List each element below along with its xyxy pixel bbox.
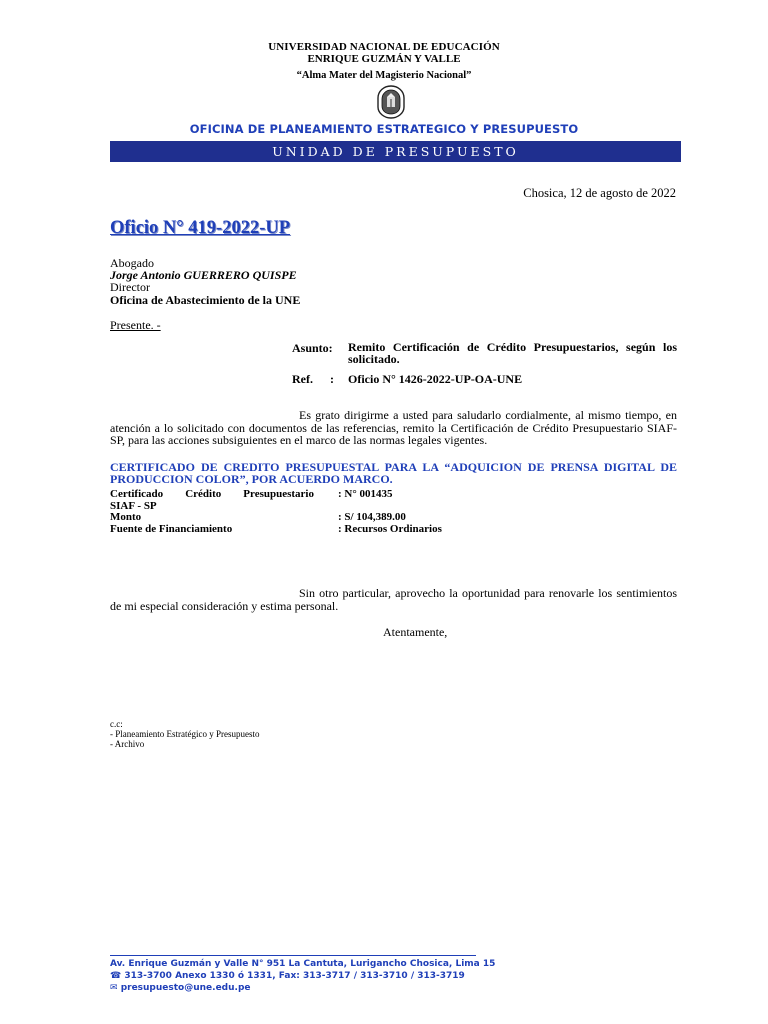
certificate-value: : N° 001435 bbox=[338, 488, 393, 500]
footer-email[interactable] bbox=[110, 983, 251, 993]
unit-banner: UNIDAD DE PRESUPUESTO bbox=[110, 141, 681, 162]
oficio-number: Oficio N° 419-2022-UP bbox=[110, 218, 291, 238]
monto-label: Monto bbox=[110, 511, 142, 523]
university-seal-icon bbox=[376, 85, 406, 119]
ref-text: Oficio N° 1426-2022-UP-OA-UNE bbox=[348, 372, 523, 386]
presente-line: Presente. - bbox=[110, 318, 161, 332]
letter-date: Chosica, 12 de agosto de 2022 bbox=[523, 186, 676, 200]
body-paragraph-1: Es grato dirigirme a usted para saludarlo cordialmente, al mismo tiempo, en atención a lo solicitado con documentos de las referencias, remito la Certificación de Crédito Presupuestario SIAF-SP, para las acciones subsiguientes en el marco de las normas legales vigentes. bbox=[110, 408, 677, 447]
certificate-label-cont: SIAF - SP bbox=[110, 500, 157, 512]
recipient-title: Abogado bbox=[110, 256, 154, 270]
university-motto: “Alma Mater del Magisterio Nacional” bbox=[296, 70, 472, 81]
monto-value: : S/ 104,389.00 bbox=[338, 511, 406, 523]
footer-email-text[interactable]: presupuesto@une.edu.pe bbox=[120, 983, 251, 993]
certificate-label bbox=[110, 488, 314, 500]
footer-address: Av. Enrique Guzmán y Valle N° 951 La Cantuta, Lurigancho Chosica, Lima 15 bbox=[110, 959, 496, 969]
recipient-position: Director bbox=[110, 280, 150, 294]
certificate-title: CERTIFICADO DE CREDITO PRESUPUESTAL PARA LA “ADQUICION DE PRENSA DIGITAL DE PRODUCCION COLOR”, POR ACUERDO MARCO. bbox=[110, 460, 677, 486]
footer-phone bbox=[110, 971, 465, 981]
ref-colon: : bbox=[330, 372, 334, 386]
fuente-label: Fuente de Financiamiento bbox=[110, 523, 233, 535]
university-name: UNIVERSIDAD NACIONAL DE EDUCACIÓN bbox=[268, 41, 500, 53]
footer-phone-text: 313-3700 Anexo 1330 ó 1331, Fax: 313-3717 / 313-3710 / 313-3719 bbox=[124, 971, 465, 981]
certificate-label-word: Certificado bbox=[110, 488, 164, 500]
university-subname: ENRIQUE GUZMÁN Y VALLE bbox=[307, 53, 461, 65]
recipient-office: Oficina de Abastecimiento de la UNE bbox=[110, 293, 301, 307]
asunto-text: Remito Certificación de Crédito Presupuestarios, según los solicitado. bbox=[348, 340, 677, 366]
certificate-label-word: Presupuestario bbox=[243, 488, 314, 500]
recipient-name: Jorge Antonio GUERRERO QUISPE bbox=[110, 268, 297, 282]
envelope-icon: ✉ bbox=[110, 983, 118, 993]
cc-label: c.c: bbox=[110, 719, 123, 729]
ref-label: Ref. bbox=[292, 372, 313, 386]
certificate-label-word: Crédito bbox=[185, 488, 222, 500]
asunto-label: Asunto: bbox=[292, 341, 333, 355]
cc-item: - Planeamiento Estratégico y Presupuesto bbox=[110, 729, 260, 739]
office-title: OFICINA DE PLANEAMIENTO ESTRATEGICO Y PRESUPUESTO bbox=[189, 122, 579, 136]
cc-item: - Archivo bbox=[110, 739, 145, 749]
footer-divider bbox=[110, 955, 476, 956]
closing: Atentamente, bbox=[383, 625, 448, 639]
fuente-value: : Recursos Ordinarios bbox=[338, 523, 442, 535]
body-paragraph-2: Sin otro particular, aprovecho la oportunidad para renovarle los sentimientos de mi especial consideración y estima personal. bbox=[110, 586, 677, 613]
phone-icon: ☎ bbox=[110, 971, 122, 981]
